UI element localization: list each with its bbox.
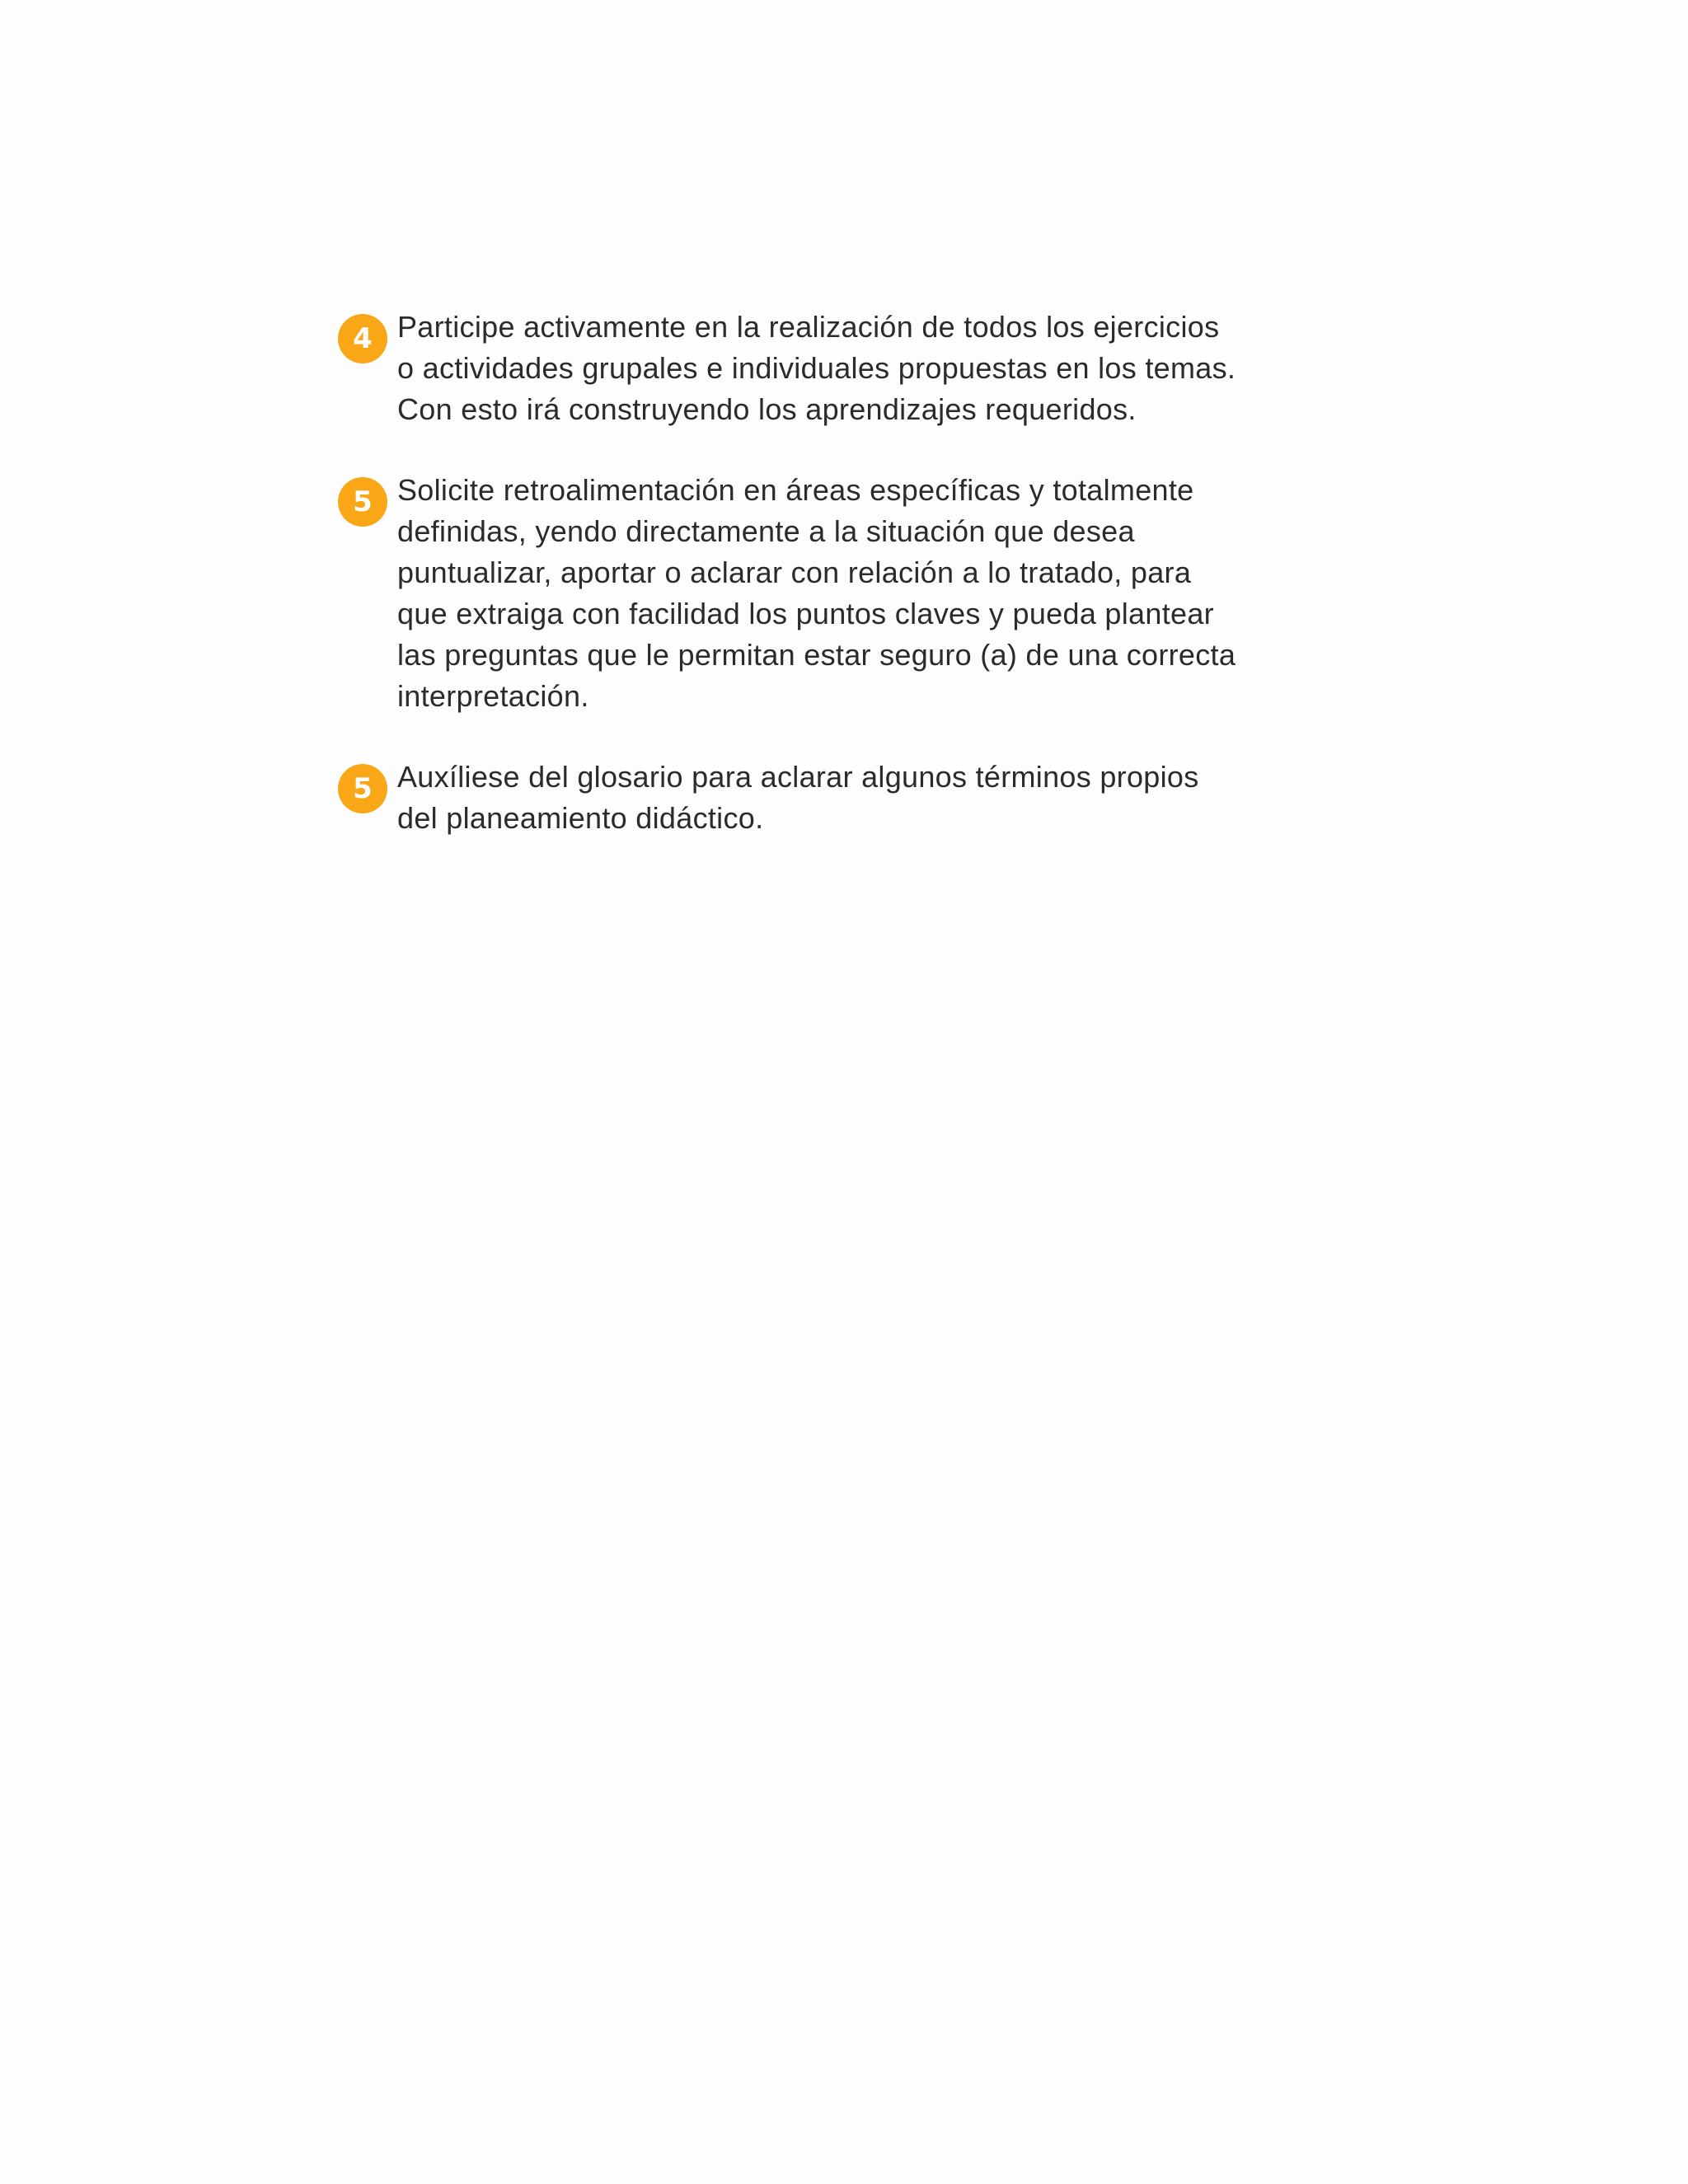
list-item bbox=[338, 757, 1286, 839]
text-line: Participe activamente en la realización de todos los ejercicios bbox=[397, 310, 1220, 344]
text-line: Con esto irá construyendo los aprendizajes requeridos. bbox=[397, 392, 1137, 426]
item-text bbox=[397, 757, 1286, 839]
item-text bbox=[397, 307, 1286, 430]
text-line: del planeamiento didáctico. bbox=[397, 801, 764, 835]
text-line: puntualizar, aportar o aclarar con relación a lo tratado, para bbox=[397, 555, 1192, 589]
text-line: definidas, yendo directamente a la situación que desea bbox=[397, 514, 1135, 548]
number-badge: 5 bbox=[338, 477, 387, 527]
number-badge: 4 bbox=[338, 314, 387, 363]
number-badge: 5 bbox=[338, 764, 387, 813]
list-item bbox=[338, 470, 1286, 717]
instruction-list bbox=[338, 307, 1286, 879]
item-text bbox=[397, 470, 1286, 717]
list-item bbox=[338, 307, 1286, 430]
text-line: las preguntas que le permitan estar seguro (a) de una correcta bbox=[397, 638, 1236, 672]
text-line: o actividades grupales e individuales propuestas en los temas. bbox=[397, 351, 1236, 385]
text-line: interpretación. bbox=[397, 679, 589, 713]
text-line: Auxíliese del glosario para aclarar algunos términos propios bbox=[397, 760, 1199, 794]
text-line: Solicite retroalimentación en áreas específicas y totalmente bbox=[397, 473, 1194, 507]
text-line: que extraiga con facilidad los puntos claves y pueda plantear bbox=[397, 597, 1214, 630]
